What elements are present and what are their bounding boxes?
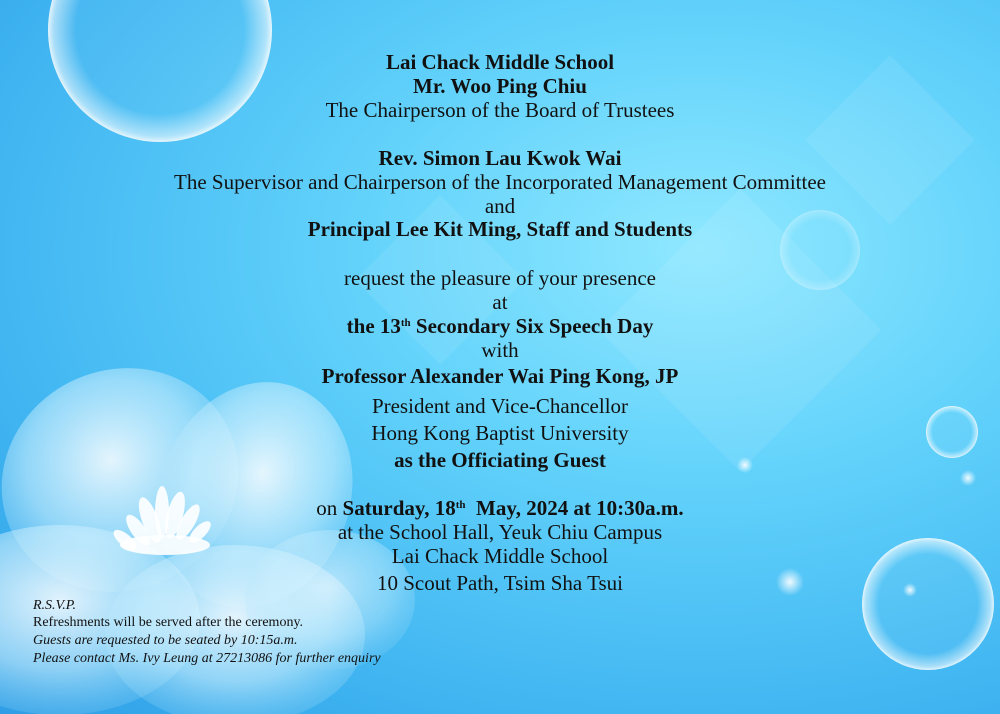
guest-title-1: President and Vice-Chancellor: [371, 394, 629, 418]
sparkle: [960, 470, 976, 486]
supervisor-title: The Supervisor and Chairperson of the Incorporated Management Committee: [174, 170, 826, 194]
and-word: and: [484, 194, 516, 218]
date-ordinal: th: [455, 499, 466, 511]
venue-line-3: 10 Scout Path, Tsim Sha Tsui: [377, 571, 623, 595]
chair-title: The Chairperson of the Board of Trustees: [325, 98, 675, 122]
date-rest: May, 2024 at 10:30a.m.: [465, 496, 684, 520]
chair-name: Mr. Woo Ping Chiu: [413, 74, 587, 98]
date-day: Saturday, 18: [342, 496, 456, 520]
venue-line-2: Lai Chack Middle School: [391, 544, 609, 568]
rsvp-line-1: Refreshments will be served after the ceremony.: [33, 615, 304, 630]
event-prefix: the 13: [346, 314, 401, 338]
school-name: Lai Chack Middle School: [385, 50, 615, 74]
venue-line-1: at the School Hall, Yeuk Chiu Campus: [337, 520, 663, 544]
date-on: on: [316, 496, 343, 520]
guest-role: as the Officiating Guest: [394, 448, 606, 472]
rsvp-heading: R.S.V.P.: [33, 598, 77, 613]
with-word: with: [481, 338, 519, 362]
at-word: at: [492, 290, 508, 314]
rsvp-line-2: Guests are requested to be seated by 10:15a.m.: [33, 633, 298, 648]
event-name: [0, 314, 1000, 338]
event-date: [0, 496, 1000, 520]
supervisor-name: Rev. Simon Lau Kwok Wai: [378, 146, 622, 170]
event-suffix: Secondary Six Speech Day: [410, 314, 654, 338]
guest-title-2: Hong Kong Baptist University: [371, 421, 629, 445]
principal-line: Principal Lee Kit Ming, Staff and Students: [307, 217, 693, 241]
rsvp-line-3: Please contact Ms. Ivy Leung at 27213086 for further enquiry: [33, 651, 381, 666]
request-line: request the pleasure of your presence: [344, 266, 656, 290]
event-ordinal: th: [400, 317, 411, 329]
guest-name: Professor Alexander Wai Ping Kong, JP: [321, 364, 679, 388]
